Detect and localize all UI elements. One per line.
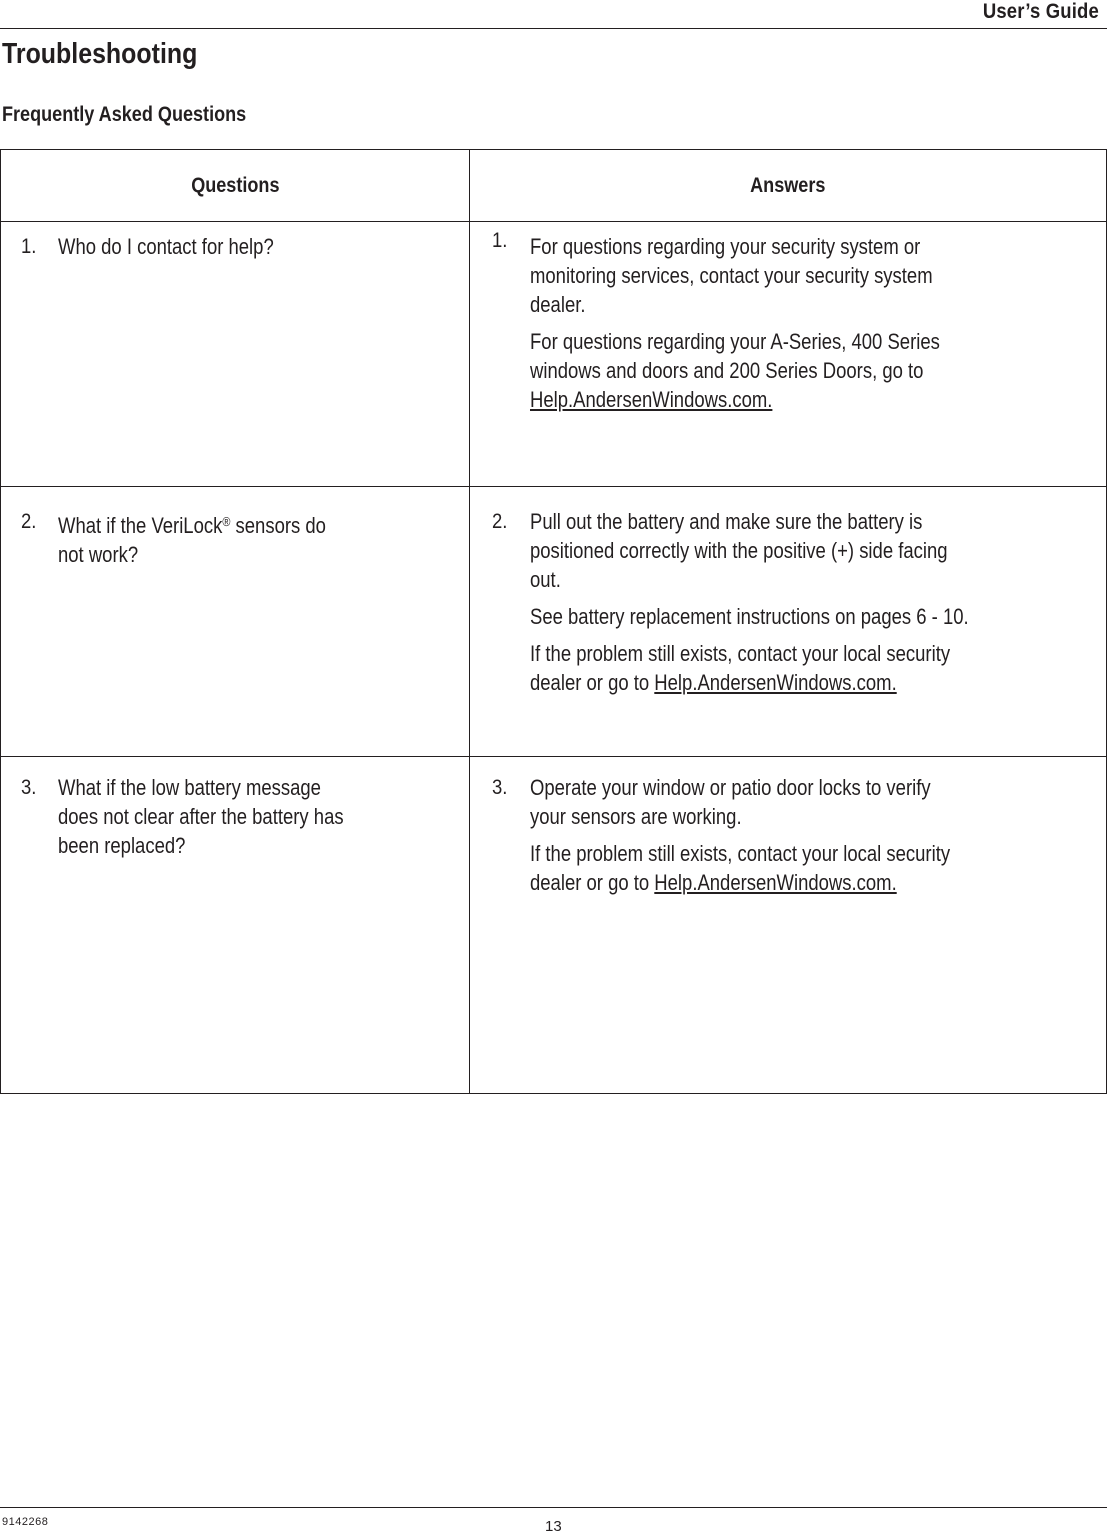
help-link[interactable]: Help.AndersenWindows.com. (654, 670, 897, 695)
table-row (1, 222, 1107, 487)
question-cell (1, 757, 470, 1094)
answer-number: 2. (492, 510, 508, 533)
document-number: 9142268 (2, 1516, 49, 1528)
answer-cell (470, 487, 1107, 757)
question-text: What if the VeriLock® sensors do not work? (58, 513, 326, 567)
question-number: 3. (21, 776, 37, 799)
question-number: 2. (21, 510, 37, 533)
answer-text: Pull out the battery and make sure the battery is positioned correctly with the positive (+) side facing out. See battery replacement instructions on pages 6 - 10. If the problem still exists, contact your local security dealer or go to Help.AndersenWindows.com. (530, 509, 969, 695)
answer-number: 3. (492, 776, 508, 799)
question-text: Who do I contact for help? (58, 234, 274, 259)
question-text: What if the low battery message does not clear after the battery has been replaced? (58, 775, 344, 858)
page-header (0, 0, 1107, 29)
answer-cell (470, 757, 1107, 1094)
registered-mark: ® (222, 514, 231, 529)
guide-title: User’s Guide (982, 0, 1099, 23)
help-link[interactable]: Help.AndersenWindows.com. (654, 870, 897, 895)
question-cell (1, 222, 470, 487)
section-title: Frequently Asked Questions (2, 103, 247, 126)
table-row (1, 757, 1107, 1094)
answer-number: 1. (492, 229, 508, 252)
page-number: 13 (545, 1518, 562, 1535)
faq-table (0, 149, 1107, 1094)
questions-header: Questions (1, 150, 470, 222)
answer-text: For questions regarding your security system or monitoring services, contact your security system dealer. For questions regarding your A-Series, 400 Series windows and doors and 200 Series Doors, go to Help.AndersenWindows.com. (530, 232, 1051, 422)
answer-text: Operate your window or patio door locks to verify your sensors are working. If the problem still exists, contact your local security dealer or go to Help.AndersenWindows.com. (530, 775, 951, 895)
table-row (1, 487, 1107, 757)
help-link[interactable]: Help.AndersenWindows.com. (530, 387, 773, 412)
footer-divider (0, 1507, 1107, 1508)
question-cell (1, 487, 470, 757)
question-number: 1. (21, 235, 37, 258)
answer-cell (470, 222, 1107, 487)
table-header-row (1, 150, 1107, 222)
page-title: Troubleshooting (2, 38, 198, 70)
answers-header: Answers (470, 150, 1107, 222)
